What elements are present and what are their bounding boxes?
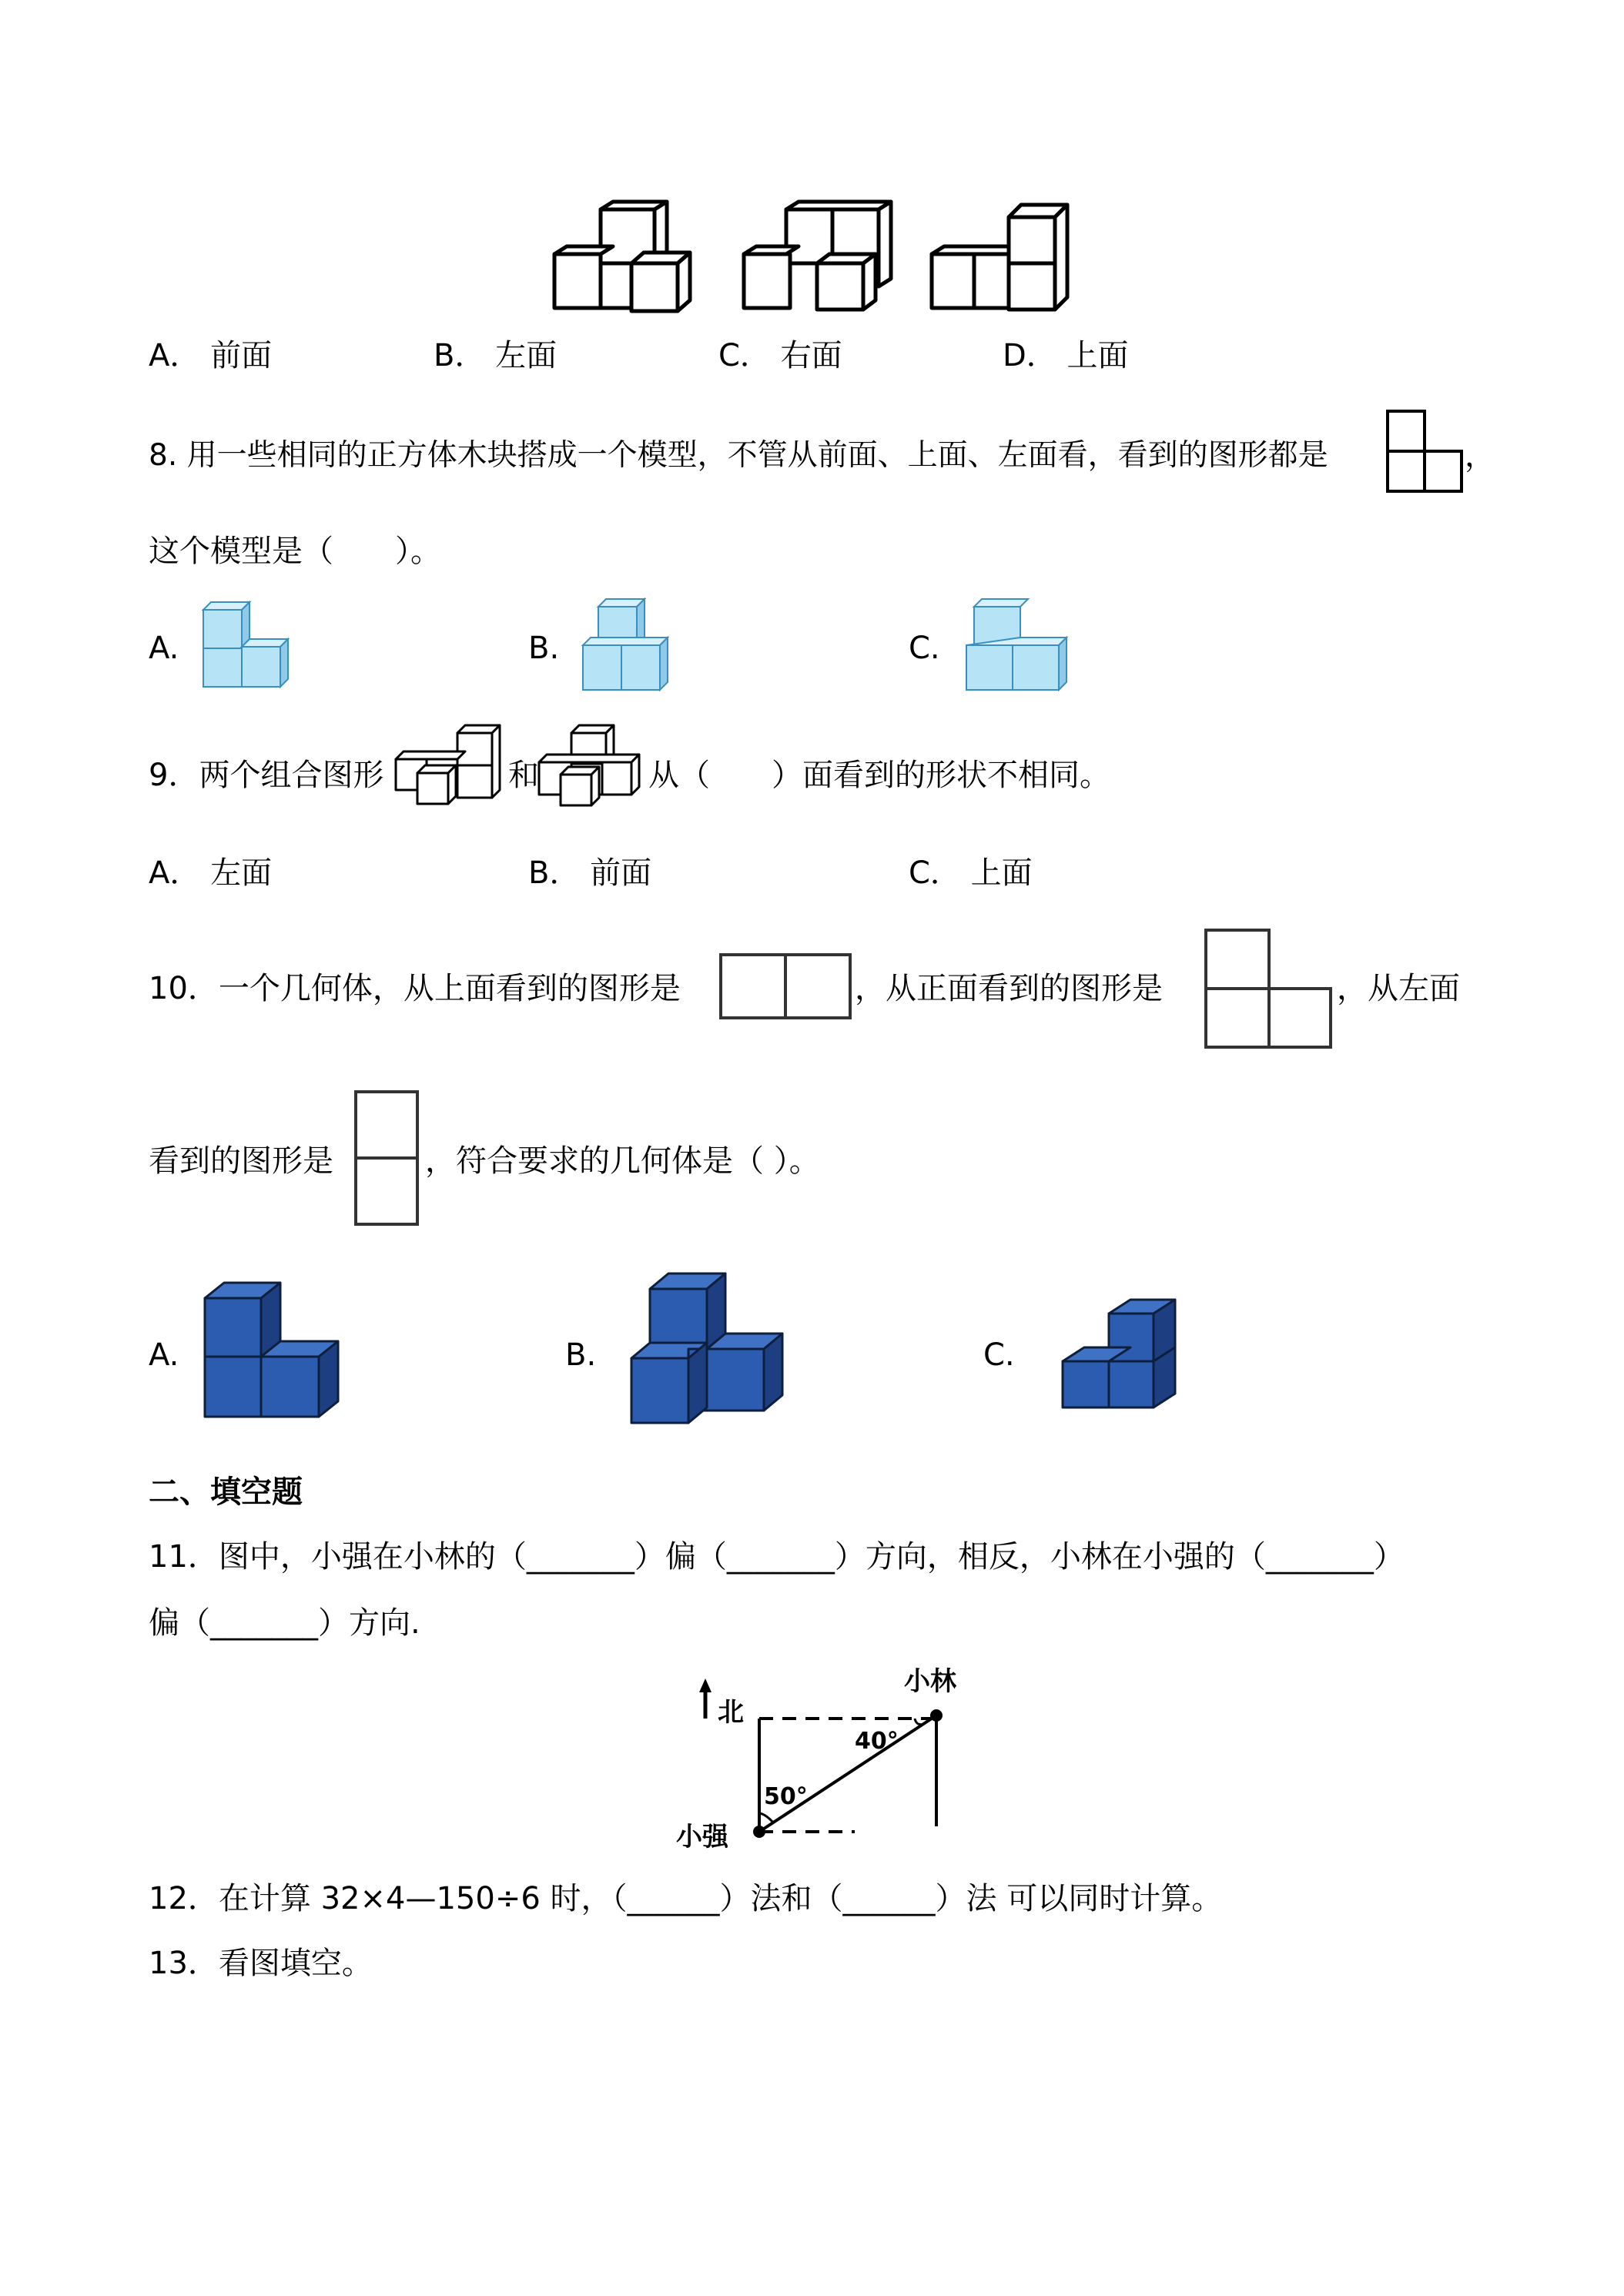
- q8-option-c-label[interactable]: C.: [909, 631, 940, 666]
- q10-option-b-figure[interactable]: [630, 1272, 792, 1434]
- section-2-title: 二、填空题: [149, 1474, 303, 1510]
- q9-figure-2: [539, 724, 647, 812]
- q10-option-b-label[interactable]: B.: [565, 1337, 597, 1373]
- q8-view-shape: [1386, 410, 1463, 494]
- q10-question-part2: ，从正面看到的图形是: [855, 971, 1163, 1006]
- q9-question-part3: 从（ ）面看到的形状不相同。: [648, 758, 1110, 793]
- q8-option-b-figure[interactable]: [581, 597, 681, 698]
- q9-figure-1: [396, 724, 504, 812]
- north-label: 北: [718, 1697, 744, 1728]
- q10-top-view: [719, 953, 852, 1022]
- q10-option-a-figure[interactable]: [203, 1281, 350, 1427]
- q8-option-b-label[interactable]: B.: [528, 631, 560, 666]
- q9-option-a[interactable]: A． 左面: [149, 855, 273, 891]
- q7-option-d[interactable]: D． 上面: [1003, 338, 1129, 373]
- q10-question-part1: 10．一个几何体，从上面看到的图形是: [149, 971, 681, 1006]
- q9-option-c[interactable]: C． 上面: [909, 855, 1033, 891]
- q10-left-view: [354, 1090, 419, 1226]
- q7-option-b[interactable]: B． 左面: [434, 338, 558, 373]
- q7-option-c[interactable]: C． 右面: [718, 338, 842, 373]
- q7-figure-2: [744, 202, 890, 317]
- q8-comma: ，: [1465, 438, 1495, 474]
- q10-question-part5: ，符合要求的几何体是（ ）。: [425, 1143, 820, 1179]
- q7-option-a[interactable]: A． 前面: [149, 338, 273, 373]
- q8-question-line2: 这个模型是（ ）。: [149, 534, 441, 569]
- q12-question: 12．在计算 32×4—150÷6 时，（______）法和（______）法 可以同时计算。: [149, 1881, 1223, 1916]
- q10-question-part3: ，从左面: [1337, 971, 1460, 1006]
- q8-question-line1: 8. 用一些相同的正方体木块搭成一个模型，不管从前面、上面、左面看，看到的图形都是: [149, 438, 1328, 473]
- q7-figure-1: [554, 202, 701, 317]
- q8-option-c-figure[interactable]: [965, 597, 1073, 698]
- q11-direction-diagram: [670, 1666, 978, 1853]
- q10-front-view: [1204, 929, 1332, 1050]
- angle-50-label: 50°: [764, 1783, 808, 1810]
- q8-option-a-figure[interactable]: [202, 601, 302, 693]
- xiaolin-label: 小林: [904, 1666, 956, 1697]
- angle-40-label: 40°: [855, 1728, 899, 1755]
- q11-question-line1: 11．图中，小强在小林的（_______）偏（_______）方向，相反，小林在小强的（_______）: [149, 1539, 1405, 1575]
- q10-option-a-label[interactable]: A.: [149, 1337, 179, 1373]
- q10-option-c-figure[interactable]: [1061, 1298, 1184, 1421]
- xiaoqiang-label: 小强: [676, 1822, 728, 1853]
- q10-option-c-label[interactable]: C.: [983, 1337, 1015, 1373]
- q8-option-a-label[interactable]: A.: [149, 631, 179, 666]
- q13-question: 13．看图填空。: [149, 1946, 373, 1981]
- q9-question-part1: 9．两个组合图形: [149, 758, 384, 793]
- q10-question-part4: 看到的图形是: [149, 1143, 333, 1179]
- q7-figure-3: [932, 202, 1078, 317]
- q11-question-line2: 偏（_______）方向.: [149, 1605, 420, 1641]
- q9-question-part2: 和: [508, 758, 539, 793]
- q9-option-b[interactable]: B． 前面: [528, 855, 652, 891]
